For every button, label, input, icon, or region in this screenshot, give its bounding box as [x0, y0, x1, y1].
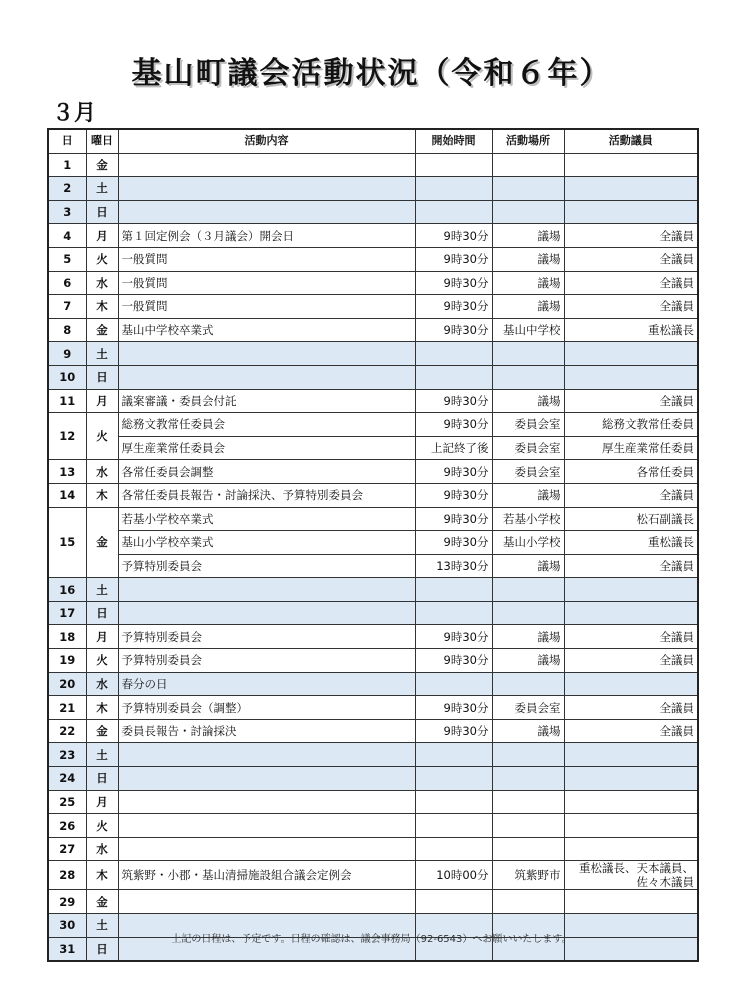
table-row: [48, 601, 698, 625]
table-row: [48, 483, 698, 507]
table-row: [48, 342, 698, 366]
day-cell: 24: [48, 767, 86, 791]
activity-cell: 一般質問: [118, 247, 415, 271]
activity-cell: 委員長報告・討論採決: [118, 719, 415, 743]
members-cell: [564, 814, 698, 838]
activity-cell: [118, 200, 415, 224]
table-row: [48, 247, 698, 271]
weekday-cell: 日: [86, 937, 118, 961]
day-cell: 13: [48, 460, 86, 484]
start-time-cell: 9時30分: [415, 507, 492, 531]
members-cell: 各常任委員: [564, 460, 698, 484]
place-cell: [492, 814, 564, 838]
place-cell: [492, 177, 564, 201]
table-row: [48, 696, 698, 720]
activity-cell: [118, 790, 415, 814]
members-cell: [564, 200, 698, 224]
weekday-cell: 土: [86, 914, 118, 938]
table-row: [48, 177, 698, 201]
place-cell: 委員会室: [492, 696, 564, 720]
members-cell: 松石副議長: [564, 507, 698, 531]
start-time-cell: [415, 767, 492, 791]
table-row: [48, 507, 698, 531]
start-time-cell: 9時30分: [415, 389, 492, 413]
day-cell: 17: [48, 601, 86, 625]
members-cell: [564, 767, 698, 791]
table-row: [48, 436, 698, 460]
weekday-cell: 日: [86, 200, 118, 224]
weekday-cell: 土: [86, 342, 118, 366]
day-cell: 7: [48, 295, 86, 319]
members-cell: [564, 601, 698, 625]
day-cell: 29: [48, 890, 86, 914]
start-time-cell: [415, 672, 492, 696]
members-cell: [564, 365, 698, 389]
start-time-cell: 9時30分: [415, 625, 492, 649]
table-row: [48, 719, 698, 743]
start-time-cell: 9時30分: [415, 247, 492, 271]
weekday-cell: 水: [86, 271, 118, 295]
day-cell: 28: [48, 861, 86, 890]
members-cell: [564, 837, 698, 861]
weekday-cell: 水: [86, 460, 118, 484]
place-cell: [492, 578, 564, 602]
header-day: 日: [48, 129, 86, 153]
activity-cell: 議案審議・委員会付託: [118, 389, 415, 413]
place-cell: 基山小学校: [492, 531, 564, 555]
header-weekday: 曜日: [86, 129, 118, 153]
activity-cell: 予算特別委員会（調整）: [118, 696, 415, 720]
start-time-cell: 上記終了後: [415, 436, 492, 460]
weekday-cell: 月: [86, 625, 118, 649]
weekday-cell: 日: [86, 601, 118, 625]
activity-cell: [118, 814, 415, 838]
day-cell: 2: [48, 177, 86, 201]
day-cell: 19: [48, 649, 86, 673]
start-time-cell: 13時30分: [415, 554, 492, 578]
place-cell: [492, 790, 564, 814]
table-row: [48, 649, 698, 673]
table-row: [48, 790, 698, 814]
members-cell: 全議員: [564, 696, 698, 720]
start-time-cell: [415, 837, 492, 861]
place-cell: 若基小学校: [492, 507, 564, 531]
members-cell: 全議員: [564, 224, 698, 248]
table-row: [48, 224, 698, 248]
weekday-cell: 火: [86, 413, 118, 460]
activity-cell: [118, 767, 415, 791]
day-cell: 14: [48, 483, 86, 507]
members-cell: 全議員: [564, 247, 698, 271]
day-cell: 3: [48, 200, 86, 224]
members-cell: 全議員: [564, 295, 698, 319]
activity-cell: 第１回定例会（３月議会）開会日: [118, 224, 415, 248]
activity-cell: [118, 177, 415, 201]
members-cell: 重松議長: [564, 531, 698, 555]
weekday-cell: 土: [86, 578, 118, 602]
day-cell: 26: [48, 814, 86, 838]
place-cell: 筑紫野市: [492, 861, 564, 890]
day-cell: 10: [48, 365, 86, 389]
day-cell: 16: [48, 578, 86, 602]
start-time-cell: 9時30分: [415, 413, 492, 437]
place-cell: 委員会室: [492, 413, 564, 437]
table-row: [48, 153, 698, 177]
start-time-cell: 9時30分: [415, 483, 492, 507]
day-cell: 6: [48, 271, 86, 295]
place-cell: [492, 837, 564, 861]
place-cell: [492, 153, 564, 177]
weekday-cell: 金: [86, 719, 118, 743]
start-time-cell: [415, 890, 492, 914]
day-cell: 4: [48, 224, 86, 248]
members-cell: 重松議長: [564, 318, 698, 342]
activity-cell: [118, 743, 415, 767]
place-cell: [492, 767, 564, 791]
place-cell: 委員会室: [492, 436, 564, 460]
place-cell: [492, 200, 564, 224]
header-activity: 活動内容: [118, 129, 415, 153]
header-members: 活動議員: [564, 129, 698, 153]
members-cell: 厚生産業常任委員: [564, 436, 698, 460]
day-cell: 20: [48, 672, 86, 696]
weekday-cell: 月: [86, 389, 118, 413]
day-cell: 12: [48, 413, 86, 460]
schedule-table: [47, 128, 699, 962]
activity-cell: [118, 601, 415, 625]
weekday-cell: 土: [86, 177, 118, 201]
footer-note: 上記の日程は、予定です。日程の確認は、議会事務局（92-6543）へお願いいたします。: [171, 934, 572, 945]
place-cell: [492, 890, 564, 914]
start-time-cell: 10時00分: [415, 861, 492, 890]
start-time-cell: [415, 365, 492, 389]
activity-cell: 各常任委員会調整: [118, 460, 415, 484]
place-cell: 議場: [492, 719, 564, 743]
weekday-cell: 火: [86, 814, 118, 838]
table-row: [48, 554, 698, 578]
start-time-cell: [415, 177, 492, 201]
table-row: [48, 460, 698, 484]
table-row: [48, 890, 698, 914]
table-row: [48, 413, 698, 437]
activity-cell: 予算特別委員会: [118, 649, 415, 673]
weekday-cell: 水: [86, 672, 118, 696]
members-cell: [564, 743, 698, 767]
page-title: 基山町議会活動状況（令和６年）: [131, 56, 612, 91]
weekday-cell: 日: [86, 767, 118, 791]
members-cell: 全議員: [564, 625, 698, 649]
start-time-cell: 9時30分: [415, 696, 492, 720]
place-cell: [492, 601, 564, 625]
members-cell: 全議員: [564, 483, 698, 507]
day-cell: 15: [48, 507, 86, 578]
day-cell: 25: [48, 790, 86, 814]
weekday-cell: 金: [86, 507, 118, 578]
activity-cell: 各常任委員長報告・討論採決、予算特別委員会: [118, 483, 415, 507]
month-label: ３月: [52, 101, 97, 126]
place-cell: 議場: [492, 295, 564, 319]
table-row: [48, 531, 698, 555]
place-cell: 議場: [492, 224, 564, 248]
activity-cell: 基山小学校卒業式: [118, 531, 415, 555]
day-cell: 23: [48, 743, 86, 767]
table-row: [48, 318, 698, 342]
start-time-cell: [415, 790, 492, 814]
table-row: [48, 578, 698, 602]
members-cell: [564, 153, 698, 177]
activity-cell: [118, 153, 415, 177]
weekday-cell: 木: [86, 295, 118, 319]
weekday-cell: 木: [86, 483, 118, 507]
weekday-cell: 木: [86, 861, 118, 890]
activity-cell: [118, 342, 415, 366]
place-cell: [492, 743, 564, 767]
place-cell: [492, 365, 564, 389]
place-cell: 議場: [492, 625, 564, 649]
activity-cell: 一般質問: [118, 271, 415, 295]
activity-cell: 基山中学校卒業式: [118, 318, 415, 342]
table-row: [48, 837, 698, 861]
day-cell: 11: [48, 389, 86, 413]
start-time-cell: 9時30分: [415, 224, 492, 248]
members-cell: [564, 790, 698, 814]
day-cell: 1: [48, 153, 86, 177]
start-time-cell: [415, 200, 492, 224]
activity-cell: 総務文教常任委員会: [118, 413, 415, 437]
day-cell: 9: [48, 342, 86, 366]
table-row: [48, 814, 698, 838]
day-cell: 21: [48, 696, 86, 720]
start-time-cell: [415, 601, 492, 625]
table-row: [48, 295, 698, 319]
activity-cell: 筑紫野・小郡・基山清掃施設組合議会定例会: [118, 861, 415, 890]
weekday-cell: 月: [86, 224, 118, 248]
place-cell: 議場: [492, 271, 564, 295]
table-row: [48, 365, 698, 389]
start-time-cell: [415, 814, 492, 838]
place-cell: 基山中学校: [492, 318, 564, 342]
members-cell: [564, 672, 698, 696]
weekday-cell: 土: [86, 743, 118, 767]
place-cell: 議場: [492, 483, 564, 507]
weekday-cell: 木: [86, 696, 118, 720]
day-cell: 5: [48, 247, 86, 271]
activity-cell: 厚生産業常任委員会: [118, 436, 415, 460]
activity-cell: 予算特別委員会: [118, 625, 415, 649]
table-row: [48, 767, 698, 791]
day-cell: 8: [48, 318, 86, 342]
table-header-row: [48, 129, 698, 153]
start-time-cell: [415, 743, 492, 767]
start-time-cell: 9時30分: [415, 295, 492, 319]
table-row: [48, 861, 698, 890]
activity-cell: 予算特別委員会: [118, 554, 415, 578]
weekday-cell: 火: [86, 247, 118, 271]
day-cell: 22: [48, 719, 86, 743]
activity-cell: 一般質問: [118, 295, 415, 319]
weekday-cell: 日: [86, 365, 118, 389]
members-cell: 全議員: [564, 271, 698, 295]
activity-cell: [118, 890, 415, 914]
activity-cell: [118, 365, 415, 389]
table-row: [48, 200, 698, 224]
place-cell: 議場: [492, 389, 564, 413]
start-time-cell: 9時30分: [415, 460, 492, 484]
members-cell: [564, 890, 698, 914]
activity-cell: [118, 578, 415, 602]
members-cell: 全議員: [564, 649, 698, 673]
start-time-cell: [415, 578, 492, 602]
place-cell: [492, 672, 564, 696]
table-row: [48, 672, 698, 696]
start-time-cell: [415, 153, 492, 177]
start-time-cell: 9時30分: [415, 649, 492, 673]
members-cell: [564, 578, 698, 602]
members-cell: [564, 342, 698, 366]
header-start-time: 開始時間: [415, 129, 492, 153]
members-cell: 全議員: [564, 389, 698, 413]
members-cell: 重松議長、天本議員、 佐々木議員: [564, 861, 698, 890]
weekday-cell: 水: [86, 837, 118, 861]
table-row: [48, 271, 698, 295]
start-time-cell: 9時30分: [415, 318, 492, 342]
activity-cell: [118, 837, 415, 861]
members-cell: 総務文教常任委員: [564, 413, 698, 437]
place-cell: [492, 342, 564, 366]
place-cell: 議場: [492, 649, 564, 673]
day-cell: 27: [48, 837, 86, 861]
start-time-cell: 9時30分: [415, 719, 492, 743]
start-time-cell: [415, 342, 492, 366]
table-row: [48, 625, 698, 649]
place-cell: 議場: [492, 247, 564, 271]
place-cell: 委員会室: [492, 460, 564, 484]
day-cell: 31: [48, 937, 86, 961]
place-cell: 議場: [492, 554, 564, 578]
day-cell: 18: [48, 625, 86, 649]
members-cell: [564, 177, 698, 201]
weekday-cell: 月: [86, 790, 118, 814]
table-row: [48, 389, 698, 413]
day-cell: 30: [48, 914, 86, 938]
weekday-cell: 金: [86, 153, 118, 177]
weekday-cell: 金: [86, 890, 118, 914]
table-row: [48, 743, 698, 767]
activity-cell: 春分の日: [118, 672, 415, 696]
weekday-cell: 火: [86, 649, 118, 673]
header-place: 活動場所: [492, 129, 564, 153]
start-time-cell: 9時30分: [415, 531, 492, 555]
members-cell: 全議員: [564, 719, 698, 743]
start-time-cell: 9時30分: [415, 271, 492, 295]
members-cell: 全議員: [564, 554, 698, 578]
schedule-body: [48, 153, 698, 961]
activity-cell: 若基小学校卒業式: [118, 507, 415, 531]
weekday-cell: 金: [86, 318, 118, 342]
